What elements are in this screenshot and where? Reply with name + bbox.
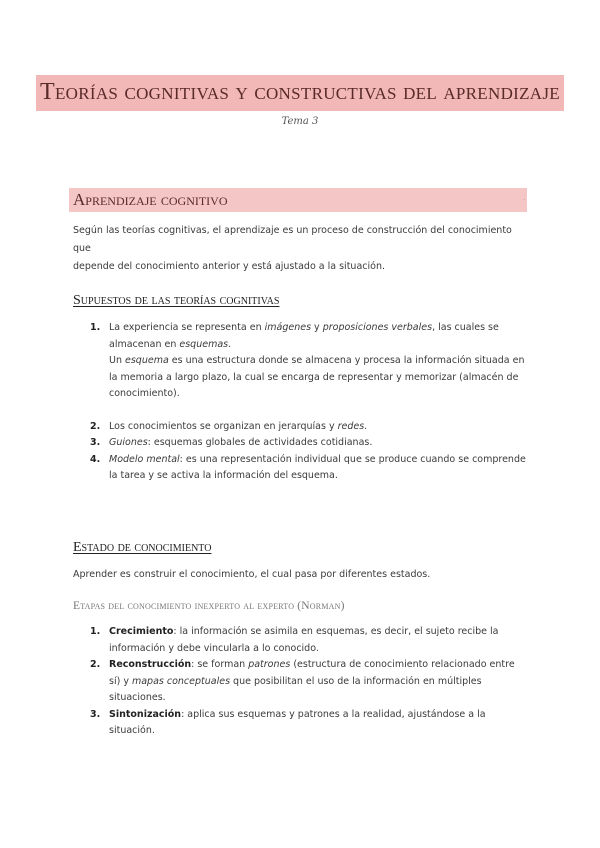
text-run: Los conocimientos se organizan en jerarquías y [109,420,338,432]
list-number: 4. [90,453,101,465]
list-item [73,452,528,485]
text-run-italic: mapas conceptuales [131,675,231,687]
text-run: : se forman [191,659,249,670]
corner-mark: . [523,194,525,202]
section-heading-aprendizaje-cognitivo [69,188,527,212]
text-run-italic: esquemas [179,338,229,350]
section1-line1: Según las teorías cognitivas, el aprendizaje es un proceso de construcción del conocimiento que [73,225,512,254]
title-wrap [0,75,600,111]
text-run-italic: Guiones [109,437,148,448]
list-number: 3. [90,708,101,720]
list-item [73,657,528,707]
text-run-italic: patrones [248,659,291,670]
text-run: (estructura de conocimiento relacionado entre sí) y [109,659,515,687]
text-run-italic: imágenes [264,322,312,333]
text-run-bold: Sintonización [109,708,182,720]
text-run-italic: redes [337,420,365,432]
text-run: es una estructura donde se almacena y procesa la información situada en la memoria a largo plazo, la cual se encarga de representar y memorizar (almacén de conocimiento). [109,355,525,399]
section1-paragraph [73,222,528,276]
list-number: 3. [90,437,101,448]
subheading-estado: Estado de conocimiento [73,540,212,555]
text-run-italic: proposiciones verbales [322,322,433,333]
list-number: 1. [90,626,101,637]
text-run-bold: Crecimiento [109,626,174,637]
section-heading-text: Aprendizaje cognitivo [73,190,228,209]
list-item [73,707,528,740]
subsubheading-etapas: Etapas del conocimiento inexperto al experto (Norman) [73,600,345,612]
supuestos-list [73,320,528,485]
text-run: : esquemas globales de actividades cotidianas. [147,437,373,448]
text-run-bold: Reconstrucción [109,659,192,670]
section3-paragraph: Aprender es construir el conocimiento, el cual pasa por diferentes estados. [73,569,431,580]
list-number: 1. [90,322,101,333]
text-run: . [228,338,232,350]
list-number: 2. [90,659,101,670]
list-item [73,320,528,419]
text-run-italic: Modelo mental [109,453,180,465]
document-title: Teorías cognitivas y constructivas del aprendizaje [36,75,564,111]
document-subtitle: Tema 3 [281,116,319,127]
list-item [73,435,528,452]
text-run: : aplica sus esquemas y patrones a la realidad, ajustándose a la situación. [109,708,486,736]
etapas-list [73,624,528,740]
text-run: : es una representación individual que se produce cuando se comprende la tarea y se activa la información del esquema. [109,453,526,481]
text-run: . [364,420,368,432]
list-gap [109,403,528,419]
section1-line2: depende del conocimiento anterior y está ajustado a la situación. [73,261,385,272]
list-item [73,419,528,436]
text-run: Un [109,355,125,366]
text-run: y [311,322,323,333]
text-run: : la información se asimila en esquemas, es decir, el sujeto recibe la información y debe vincularla a lo conocido. [109,626,499,654]
list-number: 2. [90,420,101,432]
list-item [73,624,528,657]
text-run: que posibilitan el uso de la información en múltiples situaciones. [109,675,482,703]
subheading-supuestos: Supuestos de las teorías cognitivas [73,293,280,308]
text-run-italic: esquema [125,355,169,366]
text-run: , las cuales se almacenan en [109,322,499,350]
text-run: La experiencia se representa en [109,322,265,333]
